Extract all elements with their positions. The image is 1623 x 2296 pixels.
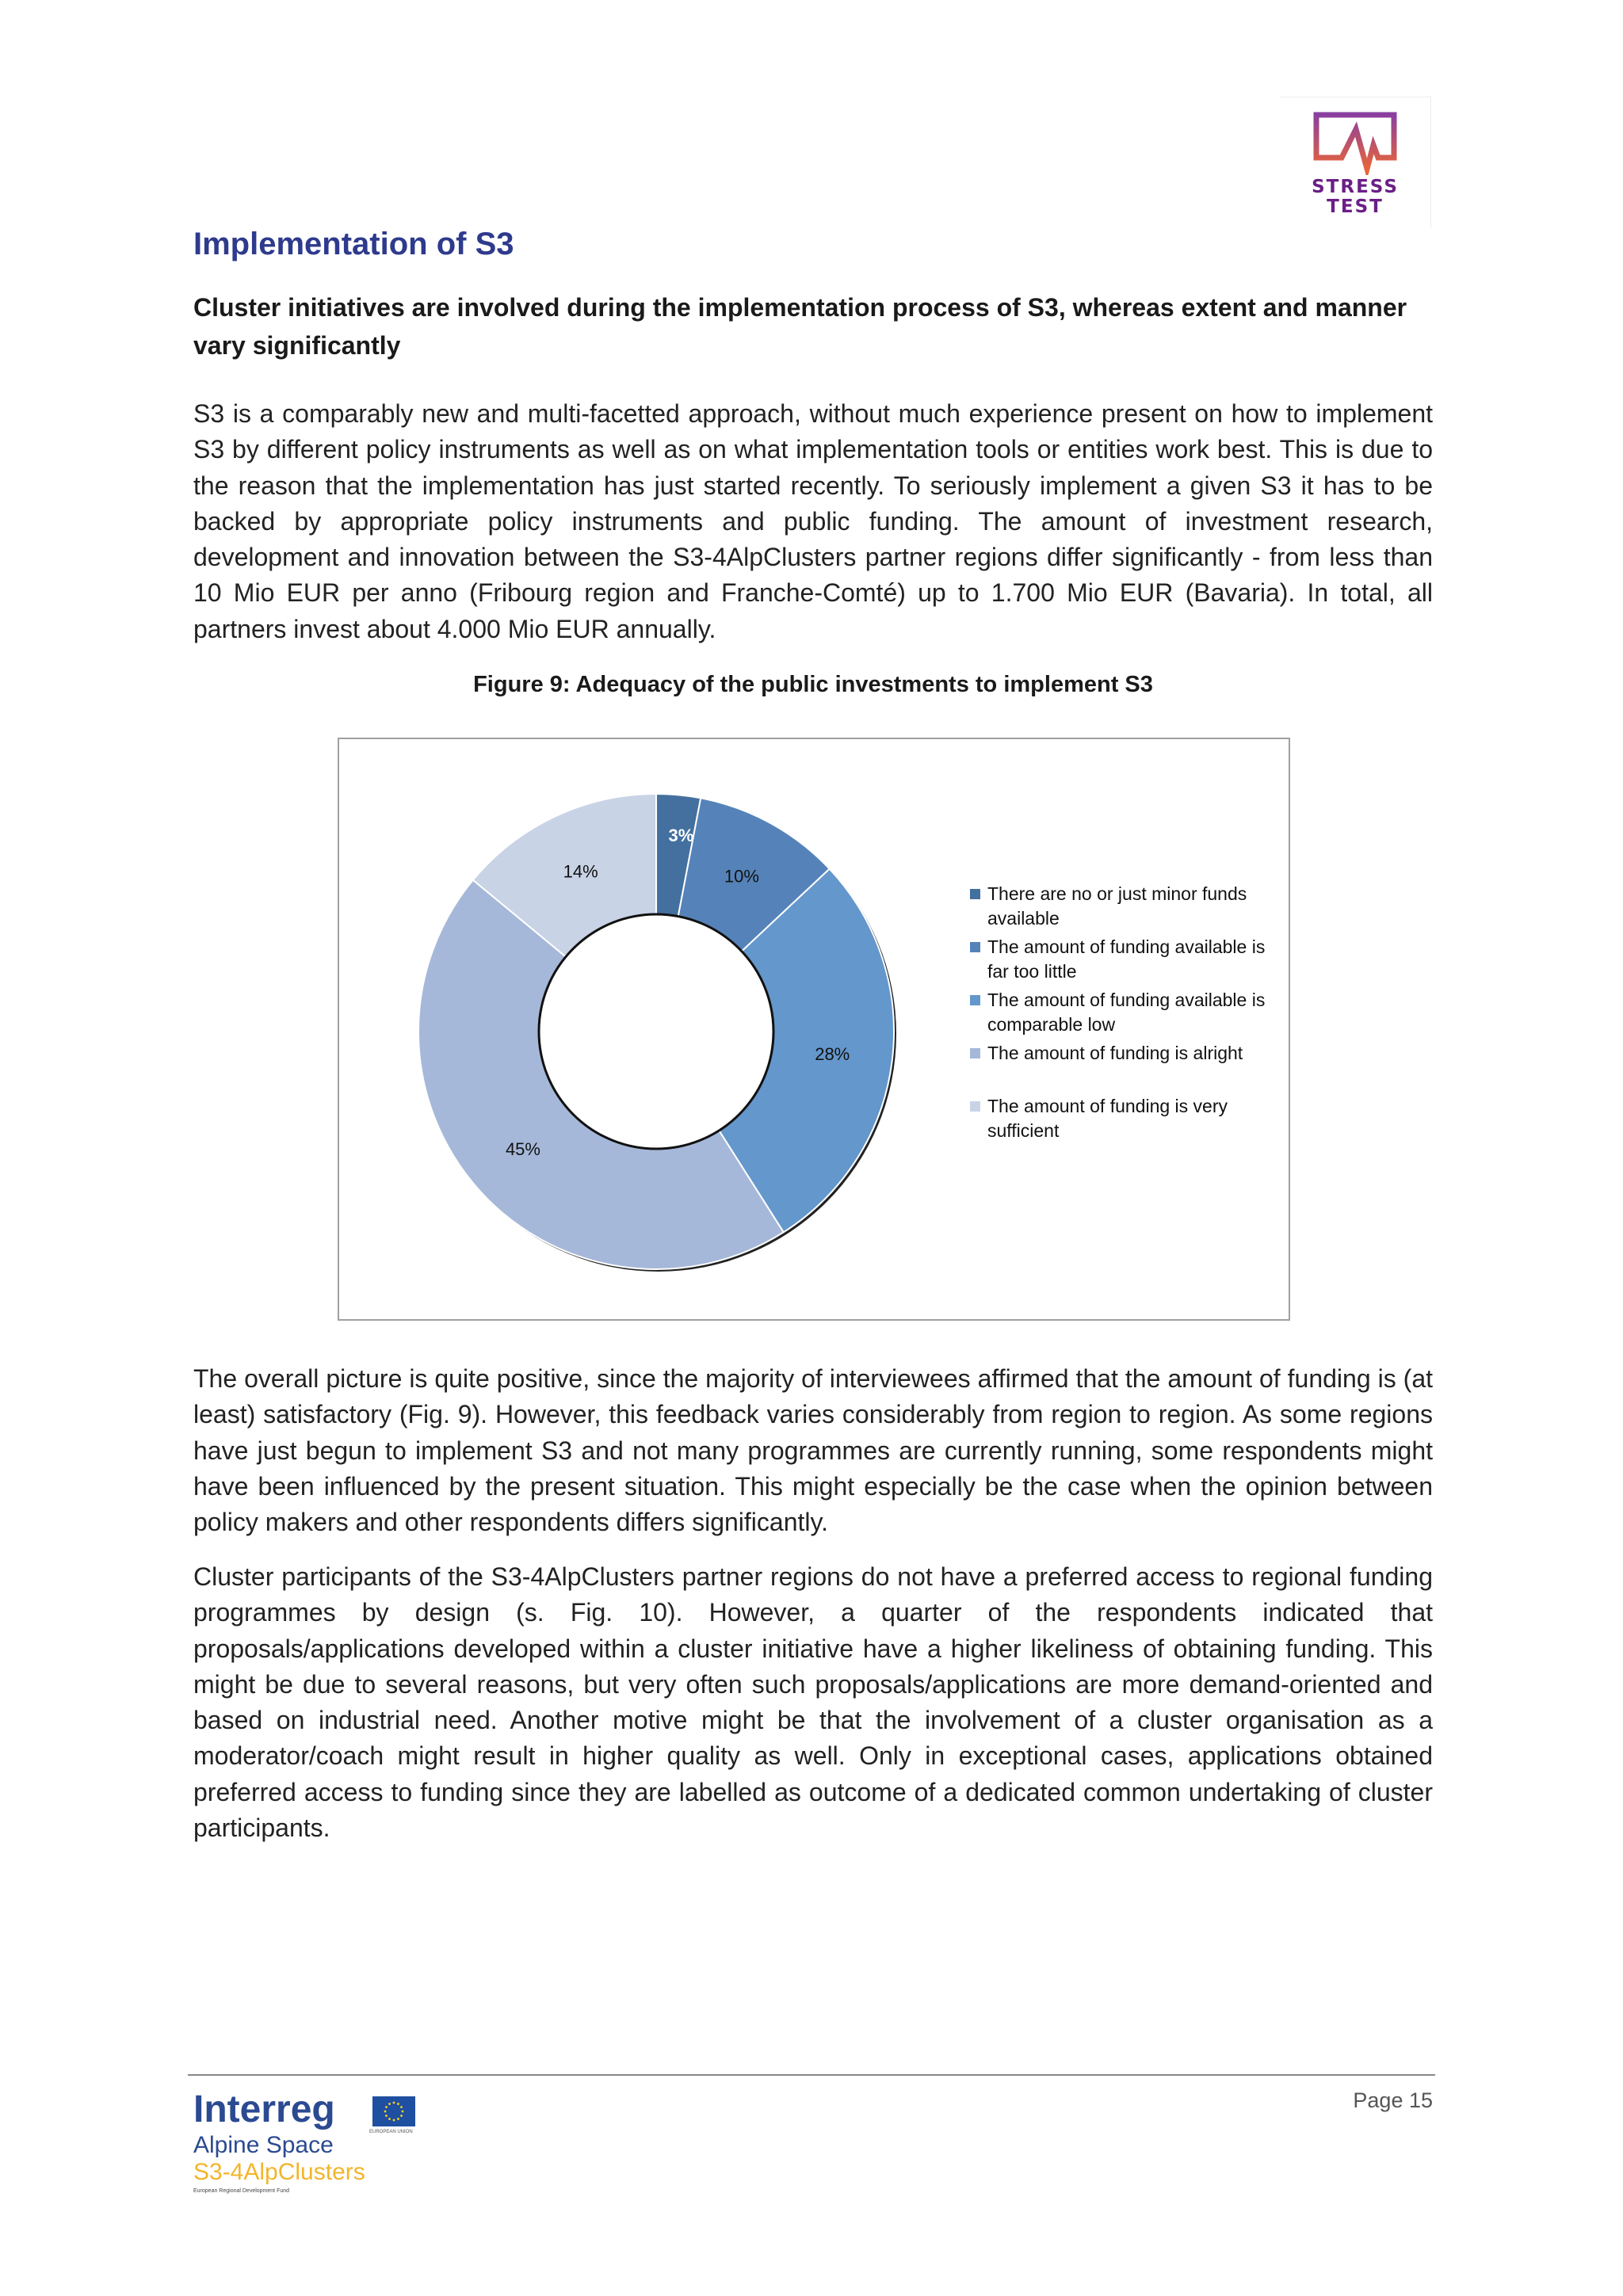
eu-label: EUROPEAN UNION: [369, 2130, 413, 2134]
data-label-5: 14%: [563, 861, 598, 882]
legend-swatch: [970, 995, 980, 1005]
paragraph-2: The overall picture is quite positive, since the majority of interviewees affirmed that the amount of funding is (at least) satisfactory (Fig. 9). However, this feedback varies considerably from region to region. As some regions have just begun to implement S3 and not many programmes are currently running, some respondents might have been influenced by the present situation. This might especially be the case when the opinion between policy makers and other respondents differs significantly.: [193, 1364, 1433, 1537]
legend-item: [970, 882, 1287, 931]
legend-item: [970, 1041, 1287, 1090]
data-label-3: 28%: [815, 1044, 850, 1065]
legend-swatch: [970, 942, 980, 952]
stress-test-logo-icon: [1313, 112, 1397, 175]
figure-caption: Figure 9: Adequacy of the public investments to implement S3: [473, 672, 1153, 697]
data-label-2: 10%: [724, 866, 759, 887]
eu-flag-icon: [372, 2096, 415, 2126]
logo-text-stress: STRESS: [1312, 177, 1399, 197]
legend-item: [970, 935, 1287, 984]
chart-legend: [970, 882, 1287, 1147]
donut-hole: [539, 914, 773, 1149]
legend-swatch: [970, 1048, 980, 1058]
logo-text-test: TEST: [1327, 196, 1384, 217]
logo-erdf: European Regional Development Fund: [193, 2188, 290, 2194]
page-number: Page 15: [1353, 2088, 1433, 2112]
interreg-logo: [193, 2090, 431, 2201]
legend-item: [970, 988, 1287, 1037]
logo-s3-4alpclusters: S3-4AlpClusters: [193, 2159, 365, 2185]
logo-alpine-space: Alpine Space: [193, 2132, 334, 2158]
logo-interreg: Interreg: [193, 2088, 335, 2130]
legend-label: The amount of funding is very sufficient: [987, 1096, 1228, 1141]
legend-label: The amount of funding available is comparable low: [987, 990, 1266, 1035]
stress-test-logo: [1280, 97, 1431, 228]
footer-divider: [188, 2074, 1435, 2076]
legend-item: [970, 1094, 1287, 1143]
legend-label: There are no or just minor funds available: [987, 883, 1247, 929]
legend-label: The amount of funding is alright: [987, 1043, 1243, 1063]
legend-label: The amount of funding available is far too little: [987, 936, 1266, 982]
section-subtitle: Cluster initiatives are involved during the implementation process of S3, whereas extent and manner vary significantly: [193, 293, 1407, 360]
section-title: Implementation of S3: [193, 227, 514, 261]
paragraph-1: S3 is a comparably new and multi-facetted approach, without much experience present on how to implement S3 by different policy instruments as well as on what implementation tools or entities work best. This is due to the reason that the implementation has just started recently. To seriously implement a given S3 it has to be backed by appropriate policy instruments and public funding. The amount of investment research, development and innovation between the S3-4AlpClusters partner regions differ significantly - from less than 10 Mio EUR per anno (Fribourg region and Franche-Comté) up to 1.700 Mio EUR (Bavaria). In total, all partners invest about 4.000 Mio EUR annually.: [193, 399, 1433, 643]
donut-chart: [338, 738, 1290, 1321]
data-label-4: 45%: [505, 1139, 540, 1160]
data-label-1: 3%: [668, 826, 694, 846]
legend-swatch: [970, 1101, 980, 1112]
paragraph-3: Cluster participants of the S3-4AlpClusters partner regions do not have a preferred access to regional funding programmes by design (s. Fig. 10). However, a quarter of the respondents indicated that proposals/applications developed within a cluster initiative have a higher likeliness of obtaining funding. This might be due to several reasons, but very often such proposals/applications are more demand-oriented and based on industrial need. Another motive might be that the involvement of a cluster organisation as a moderator/coach might result in higher quality as well. Only in exceptional cases, applications obtained preferred access to funding since they are labelled as outcome of a dedicated common undertaking of cluster participants.: [193, 1562, 1433, 1843]
legend-swatch: [970, 889, 980, 899]
